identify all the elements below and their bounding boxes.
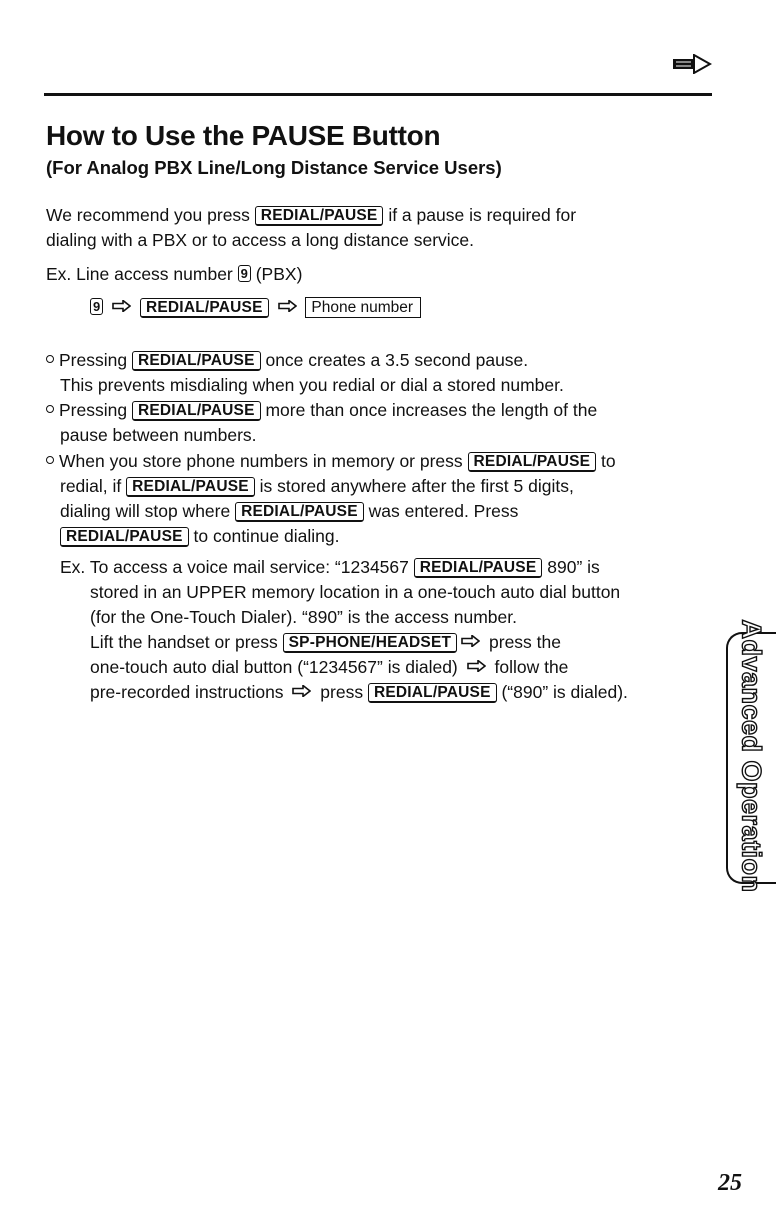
example2-line-5: one-touch auto dial button (“1234567” is dialed) follow the [90, 657, 569, 677]
redial-pause-key: REDIAL/PAUSE [468, 452, 597, 472]
phone-number-box: Phone number [305, 297, 421, 318]
then-arrow-icon [467, 660, 486, 672]
redial-pause-key: REDIAL/PAUSE [132, 401, 261, 421]
bullet-3-line-2: redial, if REDIAL/PAUSE is stored anywhere after the first 5 digits, [60, 476, 574, 496]
then-arrow-icon [461, 635, 480, 647]
example2-line-6: pre-recorded instructions press REDIAL/PAUSE (“890” is dialed). [90, 682, 628, 702]
section-side-tab-label: Advanced Operation [736, 619, 767, 893]
example1-line: Ex. Line access number 9 (PBX) [46, 264, 303, 284]
bullet-icon [46, 355, 54, 363]
page-title: How to Use the PAUSE Button [46, 120, 441, 151]
page-subtitle: (For Analog PBX Line/Long Distance Service Users) [46, 157, 502, 178]
example2-line-3: (for the One-Touch Dialer). “890” is the access number. [90, 607, 517, 627]
next-page-arrow-icon [672, 54, 712, 74]
intro-line-1: We recommend you press REDIAL/PAUSE if a pause is required for [46, 205, 577, 225]
example1-sequence [90, 295, 421, 320]
bullet-3-line-3: dialing will stop where REDIAL/PAUSE was entered. Press [60, 501, 519, 521]
redial-pause-key: REDIAL/PAUSE [60, 527, 189, 547]
redial-pause-key: REDIAL/PAUSE [414, 558, 543, 578]
bullet-1-line-1: Pressing REDIAL/PAUSE once creates a 3.5 second pause. [46, 348, 528, 373]
example2-line-1: Ex. To access a voice mail service: “1234567 REDIAL/PAUSE 890” is [60, 557, 600, 577]
then-arrow-icon [112, 300, 131, 312]
nine-key: 9 [238, 265, 251, 282]
bullet-2-line-1: Pressing REDIAL/PAUSE more than once increases the length of the [46, 398, 597, 423]
example2-line-4: Lift the handset or press SP-PHONE/HEADSET press the [90, 632, 562, 652]
redial-pause-key: REDIAL/PAUSE [255, 206, 384, 226]
bullet-icon [46, 405, 54, 413]
page-number: 25 [718, 1170, 742, 1196]
redial-pause-key: REDIAL/PAUSE [132, 351, 261, 371]
redial-pause-key: REDIAL/PAUSE [235, 502, 364, 522]
then-arrow-icon [278, 300, 297, 312]
header-rule [44, 93, 712, 96]
bullet-icon [46, 456, 54, 464]
bullet-3-line-4: REDIAL/PAUSE to continue dialing. [60, 524, 339, 549]
sp-phone-headset-key: SP-PHONE/HEADSET [283, 633, 458, 653]
redial-pause-key: REDIAL/PAUSE [126, 477, 255, 497]
bullet-3-line-1: When you store phone numbers in memory or press REDIAL/PAUSE to [46, 449, 616, 474]
redial-pause-key: REDIAL/PAUSE [140, 298, 269, 318]
redial-pause-key: REDIAL/PAUSE [368, 683, 497, 703]
nine-key: 9 [90, 298, 103, 315]
bullet-2-line-2: pause between numbers. [60, 425, 257, 445]
example2-line-2: stored in an UPPER memory location in a one-touch auto dial button [90, 582, 621, 602]
bullet-1-line-2: This prevents misdialing when you redial or dial a stored number. [60, 375, 564, 395]
intro-line-2: dialing with a PBX or to access a long distance service. [46, 230, 474, 250]
then-arrow-icon [292, 685, 311, 697]
